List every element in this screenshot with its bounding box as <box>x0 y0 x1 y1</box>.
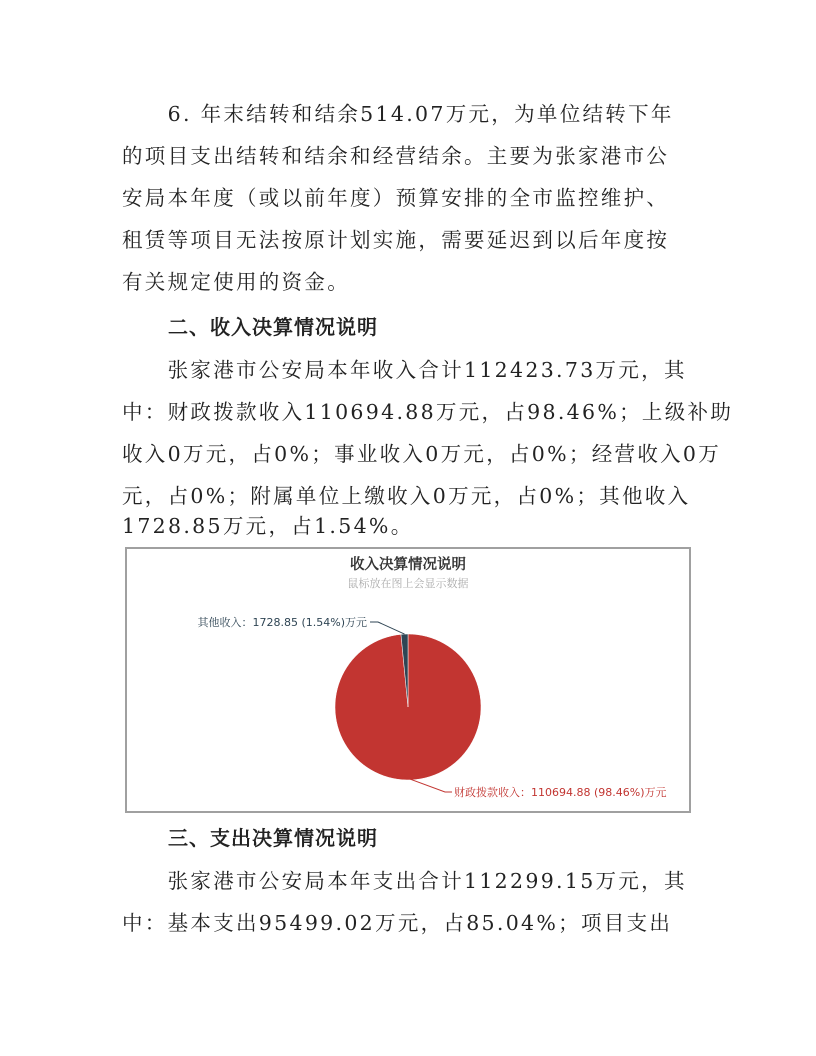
income-pie-chart <box>125 547 691 813</box>
text-line: 元，占0%；附属单位上缴收入0万元，占0%；其他收入 <box>122 484 691 508</box>
text-line: 租赁等项目无法按原计划实施，需要延迟到以后年度按 <box>122 228 670 252</box>
pie-label-other-income: 其他收入：1728.85 (1.54%)万元 <box>197 616 367 629</box>
text-line: 张家港市公安局本年支出合计112299.15万元，其 <box>122 869 687 893</box>
text-line: 张家港市公安局本年收入合计112423.73万元，其 <box>122 358 687 382</box>
section-heading-expense: 三、支出决算情况说明 <box>168 826 378 850</box>
pie-svg <box>127 549 689 811</box>
text-line: 中：财政拨款收入110694.88万元，占98.46%；上级补助 <box>122 400 734 424</box>
text-line: 中：基本支出95499.02万元，占85.04%；项目支出 <box>122 911 673 935</box>
section-heading-income: 二、收入决算情况说明 <box>168 315 378 339</box>
text-line: 收入0万元，占0%；事业收入0万元，占0%；经营收入0万 <box>122 442 722 466</box>
text-line: 的项目支出结转和结余和经营结余。主要为张家港市公 <box>122 144 670 168</box>
chart-subtitle: 鼠标放在图上会显示数据 <box>347 577 469 590</box>
text-line: 有关规定使用的资金。 <box>122 270 350 294</box>
text-line: 安局本年度（或以前年度）预算安排的全市监控维护、 <box>122 186 670 210</box>
pie-label-fiscal-appropriation: 财政拨款收入：110694.88 (98.46%)万元 <box>454 786 667 799</box>
leader-line-other-income <box>370 622 404 634</box>
text-line: 6. 年末结转和结余514.07万元，为单位结转下年 <box>122 102 674 126</box>
text-line: 1728.85万元，占1.54%。 <box>122 514 414 538</box>
chart-title: 收入决算情况说明 <box>350 557 466 573</box>
